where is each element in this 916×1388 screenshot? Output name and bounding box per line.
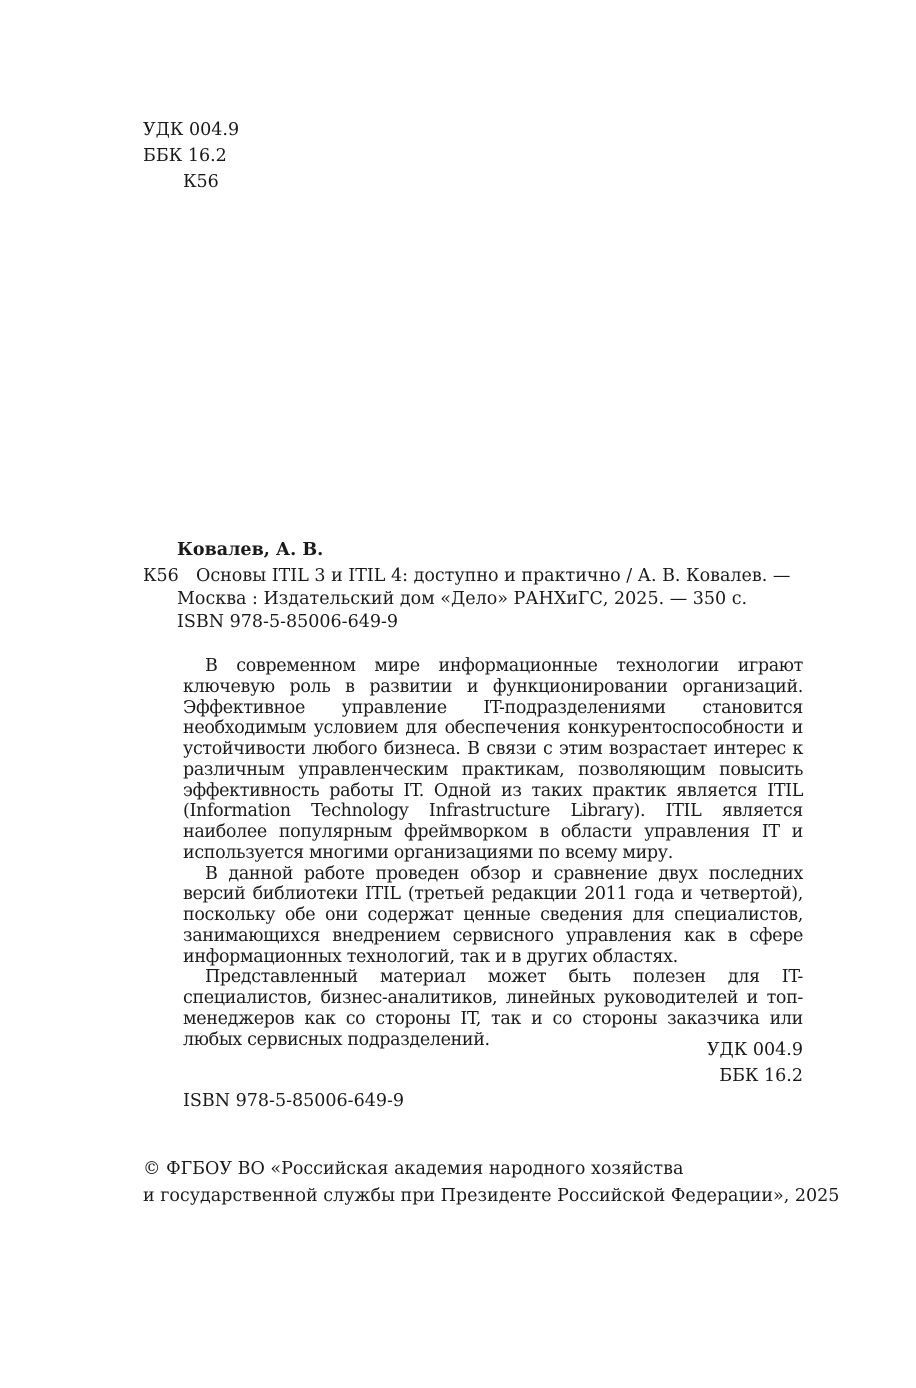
- annotation-paragraph-3: Представленный материал может быть полезен для IT-специалистов, бизнес-аналитиков, линейных руководителей и топ-менеджеров как со стороны IT, так и со стороны заказчика или любых сервисных подразделений.: [183, 967, 803, 1050]
- record-author-mark: К56: [143, 566, 179, 586]
- annotation: [183, 656, 803, 1050]
- annotation-paragraph-2: В данной работе проведен обзор и сравнение двух последних версий библиотеки ITIL (третьей редакции 2011 года и четвертой), поскольку обе они содержат ценные сведения для специалистов, занимающихся внедрением сервисного управления как в сфере информационных технологий, так и в других областях.: [183, 863, 803, 967]
- udk-code-bottom: УДК 004.9: [706, 1040, 803, 1060]
- annotation-paragraph-1: В современном мире информационные технологии играют ключевую роль в развитии и функционировании организаций. Эффективное управление IT-подразделениями становится необходимым условием для обеспечения конкурентоспособности и устойчивости любого бизнеса. В связи с этим возрастает интерес к различным управленческим практикам, позволяющим повысить эффективность работы IT. Одной из таких практик является ITIL (Information Technology Infrastructure Library). ITIL является наиболее популярным фреймворком в области управления IT и используется многими организациями по всему миру.: [183, 656, 803, 863]
- author-mark-top: К56: [183, 172, 219, 192]
- bbk-code-bottom: ББК 16.2: [719, 1066, 803, 1086]
- record-author: Ковалев, А. В.: [177, 540, 324, 560]
- copyright-line-1: © ФГБОУ ВО «Российская академия народного хозяйства: [143, 1159, 684, 1179]
- bbk-code-top: ББК 16.2: [143, 146, 227, 166]
- isbn-bottom: ISBN 978-5-85006-649-9: [183, 1091, 405, 1111]
- record-isbn: ISBN 978-5-85006-649-9: [177, 612, 399, 632]
- udk-code-top: УДК 004.9: [143, 120, 240, 140]
- copyright-line-2: и государственной службы при Президенте Российской Федерации», 2025: [143, 1186, 840, 1206]
- record-title-line: Основы ITIL 3 и ITIL 4: доступно и практично / А. В. Ковалев. —: [196, 566, 791, 586]
- record-imprint-line: Москва : Издательский дом «Дело» РАНХиГС, 2025. — 350 с.: [177, 589, 748, 609]
